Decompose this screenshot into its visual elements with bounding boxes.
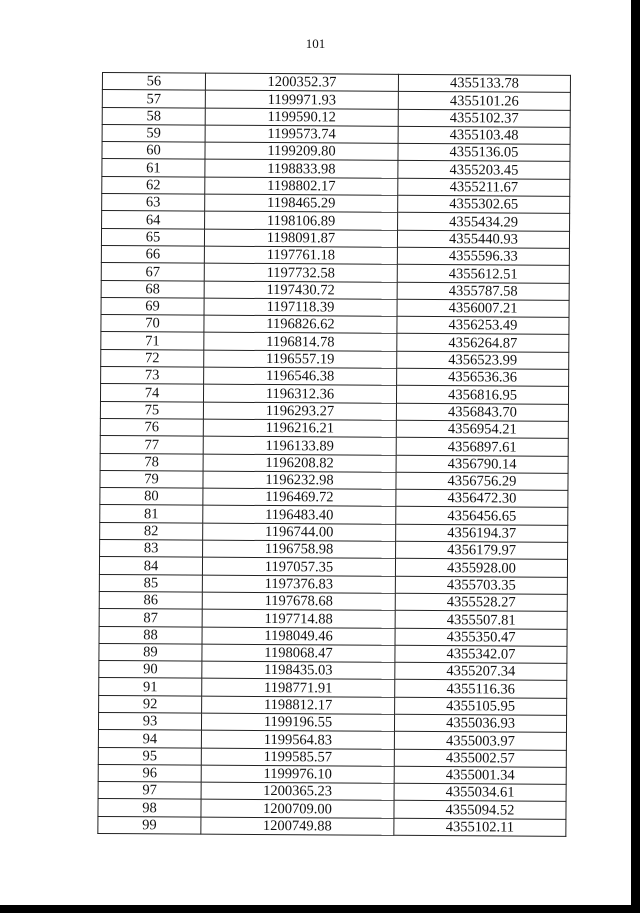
point-number-cell: 60 xyxy=(102,142,205,160)
x-coordinate-cell: 1197118.39 xyxy=(204,298,397,316)
point-number-cell: 85 xyxy=(99,574,202,592)
y-coordinate-cell: 4356897.61 xyxy=(396,438,568,456)
point-number-cell: 89 xyxy=(99,643,202,661)
x-coordinate-cell: 1196483.40 xyxy=(203,506,396,524)
y-coordinate-cell: 4355528.27 xyxy=(395,593,567,611)
point-number-cell: 80 xyxy=(100,488,203,506)
point-number-cell: 71 xyxy=(101,332,204,350)
x-coordinate-cell: 1196814.78 xyxy=(204,333,397,351)
x-coordinate-cell: 1199209.80 xyxy=(205,142,398,160)
coordinates-table xyxy=(97,72,571,837)
y-coordinate-cell: 4355136.05 xyxy=(398,143,570,161)
point-number-cell: 97 xyxy=(98,782,201,800)
x-coordinate-cell: 1196826.62 xyxy=(204,315,397,333)
y-coordinate-cell: 4355102.37 xyxy=(398,109,570,127)
point-number-cell: 59 xyxy=(102,124,205,142)
y-coordinate-cell: 4356536.36 xyxy=(397,368,569,386)
y-coordinate-cell: 4356954.21 xyxy=(396,420,568,438)
point-number-cell: 76 xyxy=(100,418,203,436)
x-coordinate-cell: 1198435.03 xyxy=(202,661,395,679)
x-coordinate-cell: 1198068.47 xyxy=(202,644,395,662)
x-coordinate-cell: 1196744.00 xyxy=(203,523,396,541)
x-coordinate-cell: 1196133.89 xyxy=(203,436,396,454)
coordinates-table-body xyxy=(98,73,571,837)
point-number-cell: 62 xyxy=(102,176,205,194)
y-coordinate-cell: 4356756.29 xyxy=(396,472,568,490)
x-coordinate-cell: 1196312.36 xyxy=(203,384,396,402)
x-coordinate-cell: 1196216.21 xyxy=(203,419,396,437)
point-number-cell: 77 xyxy=(100,436,203,454)
y-coordinate-cell: 4355211.67 xyxy=(398,178,570,196)
y-coordinate-cell: 4355342.07 xyxy=(395,645,567,663)
x-coordinate-cell: 1198465.29 xyxy=(205,194,398,212)
y-coordinate-cell: 4356843.70 xyxy=(396,403,568,421)
point-number-cell: 99 xyxy=(98,816,201,834)
x-coordinate-cell: 1197678.68 xyxy=(202,592,395,610)
x-coordinate-cell: 1199573.74 xyxy=(205,125,398,143)
y-coordinate-cell: 4355440.93 xyxy=(397,230,569,248)
point-number-cell: 93 xyxy=(98,712,201,730)
x-coordinate-cell: 1197761.18 xyxy=(204,246,397,264)
x-coordinate-cell: 1196557.19 xyxy=(204,350,397,368)
y-coordinate-cell: 4356264.87 xyxy=(397,334,569,352)
x-coordinate-cell: 1199976.10 xyxy=(201,765,394,783)
point-number-cell: 84 xyxy=(99,557,202,575)
x-coordinate-cell: 1198802.17 xyxy=(205,177,398,195)
x-coordinate-cell: 1197376.83 xyxy=(202,575,395,593)
point-number-cell: 98 xyxy=(98,799,201,817)
y-coordinate-cell: 4355036.93 xyxy=(394,714,566,732)
y-coordinate-cell: 4355596.33 xyxy=(397,247,569,265)
x-coordinate-cell: 1197732.58 xyxy=(204,263,397,281)
x-coordinate-cell: 1196758.98 xyxy=(203,540,396,558)
point-number-cell: 83 xyxy=(100,540,203,558)
x-coordinate-cell: 1196293.27 xyxy=(203,402,396,420)
y-coordinate-cell: 4356472.30 xyxy=(396,489,568,507)
point-number-cell: 56 xyxy=(102,73,205,91)
x-coordinate-cell: 1200709.00 xyxy=(201,800,394,818)
y-coordinate-cell: 4355003.97 xyxy=(394,732,566,750)
point-number-cell: 78 xyxy=(100,453,203,471)
x-coordinate-cell: 1198091.87 xyxy=(204,229,397,247)
page-number: 101 xyxy=(305,36,326,51)
point-number-cell: 92 xyxy=(99,695,202,713)
y-coordinate-cell: 4355207.34 xyxy=(395,662,567,680)
point-number-cell: 96 xyxy=(98,764,201,782)
x-coordinate-cell: 1197714.88 xyxy=(202,609,395,627)
x-coordinate-cell: 1200365.23 xyxy=(201,782,394,800)
point-number-cell: 74 xyxy=(100,384,203,402)
y-coordinate-cell: 4356523.99 xyxy=(397,351,569,369)
point-number-cell: 68 xyxy=(101,280,204,298)
point-number-cell: 58 xyxy=(102,107,205,125)
point-number-cell: 67 xyxy=(101,263,204,281)
point-number-cell: 94 xyxy=(98,730,201,748)
y-coordinate-cell: 4355001.34 xyxy=(394,766,566,784)
point-number-cell: 64 xyxy=(102,211,205,229)
y-coordinate-cell: 4355116.36 xyxy=(395,680,567,698)
x-coordinate-cell: 1199564.83 xyxy=(201,730,394,748)
point-number-cell: 63 xyxy=(102,194,205,212)
x-coordinate-cell: 1199590.12 xyxy=(205,108,398,126)
y-coordinate-cell: 4355928.00 xyxy=(395,559,567,577)
y-coordinate-cell: 4355102.11 xyxy=(394,818,566,836)
y-coordinate-cell: 4355434.29 xyxy=(398,213,570,231)
point-number-cell: 75 xyxy=(100,401,203,419)
y-coordinate-cell: 4356253.49 xyxy=(397,316,569,334)
x-coordinate-cell: 1198771.91 xyxy=(202,679,395,697)
point-number-cell: 69 xyxy=(101,297,204,315)
y-coordinate-cell: 4355133.78 xyxy=(398,74,570,92)
x-coordinate-cell: 1200749.88 xyxy=(201,817,394,835)
point-number-cell: 79 xyxy=(100,470,203,488)
x-coordinate-cell: 1198049.46 xyxy=(202,627,395,645)
x-coordinate-cell: 1196546.38 xyxy=(204,367,397,385)
y-coordinate-cell: 4355350.47 xyxy=(395,628,567,646)
y-coordinate-cell: 4356790.14 xyxy=(396,455,568,473)
point-number-cell: 81 xyxy=(100,505,203,523)
y-coordinate-cell: 4356456.65 xyxy=(396,507,568,525)
point-number-cell: 73 xyxy=(101,367,204,385)
y-coordinate-cell: 4355002.57 xyxy=(394,749,566,767)
point-number-cell: 95 xyxy=(98,747,201,765)
x-coordinate-cell: 1197430.72 xyxy=(204,281,397,299)
y-coordinate-cell: 4356194.37 xyxy=(396,524,568,542)
y-coordinate-cell: 4355103.48 xyxy=(398,126,570,144)
y-coordinate-cell: 4355507.81 xyxy=(395,611,567,629)
point-number-cell: 61 xyxy=(102,159,205,177)
point-number-cell: 90 xyxy=(99,661,202,679)
point-number-cell: 82 xyxy=(100,522,203,540)
x-coordinate-cell: 1199585.57 xyxy=(201,748,394,766)
x-coordinate-cell: 1198812.17 xyxy=(202,696,395,714)
point-number-cell: 87 xyxy=(99,609,202,627)
y-coordinate-cell: 4356007.21 xyxy=(397,299,569,317)
x-coordinate-cell: 1197057.35 xyxy=(202,557,395,575)
y-coordinate-cell: 4355203.45 xyxy=(398,161,570,179)
y-coordinate-cell: 4356816.95 xyxy=(396,386,568,404)
x-coordinate-cell: 1196208.82 xyxy=(203,454,396,472)
y-coordinate-cell: 4355787.58 xyxy=(397,282,569,300)
point-number-cell: 66 xyxy=(101,245,204,263)
y-coordinate-cell: 4355094.52 xyxy=(394,801,566,819)
y-coordinate-cell: 4355302.65 xyxy=(398,195,570,213)
y-coordinate-cell: 4355034.61 xyxy=(394,783,566,801)
x-coordinate-cell: 1199971.93 xyxy=(205,90,398,108)
point-number-cell: 65 xyxy=(101,228,204,246)
point-number-cell: 57 xyxy=(102,90,205,108)
x-coordinate-cell: 1198106.89 xyxy=(205,212,398,230)
point-number-cell: 86 xyxy=(99,591,202,609)
y-coordinate-cell: 4355105.95 xyxy=(395,697,567,715)
y-coordinate-cell: 4355703.35 xyxy=(395,576,567,594)
table-row xyxy=(98,816,566,836)
x-coordinate-cell: 1198833.98 xyxy=(205,160,398,178)
point-number-cell: 88 xyxy=(99,626,202,644)
y-coordinate-cell: 4355101.26 xyxy=(398,92,570,110)
point-number-cell: 70 xyxy=(101,315,204,333)
x-coordinate-cell: 1196232.98 xyxy=(203,471,396,489)
x-coordinate-cell: 1196469.72 xyxy=(203,488,396,506)
x-coordinate-cell: 1200352.37 xyxy=(205,73,398,91)
x-coordinate-cell: 1199196.55 xyxy=(201,713,394,731)
point-number-cell: 72 xyxy=(101,349,204,367)
y-coordinate-cell: 4355612.51 xyxy=(397,265,569,283)
y-coordinate-cell: 4356179.97 xyxy=(396,541,568,559)
point-number-cell: 91 xyxy=(99,678,202,696)
